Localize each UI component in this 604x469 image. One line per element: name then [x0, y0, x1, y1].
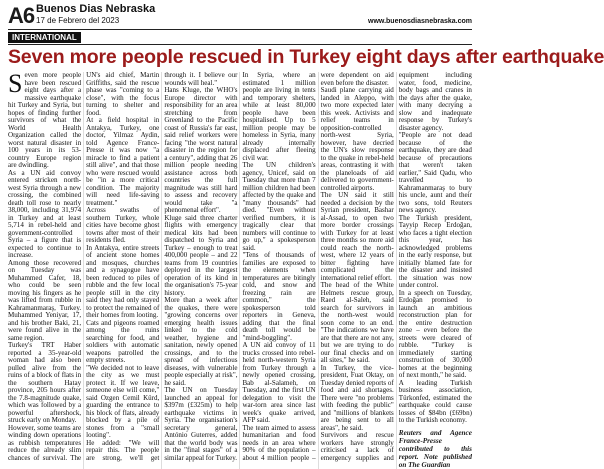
article-credit: Reuters and Agence France-Presse contributed to this report. Note published on The Guardian — [398, 428, 472, 469]
article-paragraph: In Syria, where an estimated 1 million people are living in tents and temporary shelters, while at least 80,000 people have been hospitalised. Up to 5 million people may be homeless in Syria, many already internally displaced after fleeing civil war. — [242, 71, 316, 162]
page-number: A6 — [8, 3, 35, 28]
article-paragraph: "Tens of thousands of families are exposed to the elements when temperatures are bitingly cold, and snow and freezing rain are common," the spokesperson told reporters in Geneva, adding that the final death toll would be "mind-boggling". — [242, 251, 316, 342]
article-body — [8, 69, 472, 469]
drop-cap: S — [8, 69, 23, 98]
article-headline: Seven more people rescued in Turkey eight days after earthquake — [8, 46, 604, 68]
article-paragraph: The UN on Tuesday launched an appeal for $397m (£325m) to help earthquake victims in Syria. The organisation's secretary general, António Guterres, added that the world body was in the "final stages" of a similar appeal for Turkey. — [164, 386, 238, 462]
section-rule — [8, 44, 472, 45]
article-paragraph: The UN said it still needed a decision by the Syrian president, Bashar al-Assad, to open two more border crossings with Turkey for at least three months so more aid could reach the north-west, where 12 years of bitter fighting have complicated the international relief effort. — [320, 191, 394, 282]
publication-name: Buenos Dias Nebraska — [36, 3, 156, 15]
article-paragraph: Seven more people have been rescued eight days after a massive earthquake hit Turkey and Syria, but hopes of finding further survivors of what the World Health Organization called the worst natural disaster in 100 years in its 53-country Europe region are dwindling. — [8, 69, 82, 169]
article-paragraph: "We decided not to leave the city as we must protect it. If we leave, someone else will come," said Ozgen Cemil Kürd, guarding the entrance to his block of flats, already blocked by a pile of stones from a "small looting". — [86, 363, 160, 439]
article-paragraph: More than a week after the quakes, there were "growing concerns over emerging health issues linked to the cold weather, hygiene and sanitation, newly opened crossings, and to the spread of infectious diseases, with vulnerable people especially at risk", he said. — [164, 296, 238, 387]
article-paragraph: Cats and pigeons roamed among the ruins searching for food, and soldiers with automatic weapons patrolled the empty streets. — [86, 318, 160, 364]
article-paragraph: The team aimed to assess humanitarian and food needs in an area where 90% of the population – about 4 million people – were dependent on aid even before the disaster. — [242, 71, 394, 462]
website-url: www.buenosdiasnebraska.com — [368, 18, 472, 25]
article-paragraph: Survivors and rescue workers have strongly criticised a lack of emergency supplies and equipment including water, food, medicine, body bags and cranes in the days after the quake, with many decrying a slow and inadequate response by Turkey's disaster agency. — [320, 71, 472, 462]
article-paragraph: In a speech on Tuesday, Erdoğan promised to launch an ambitious reconstruction plan for the entire destruction zone – even before the streets were cleared of rubble. "Turkey is immediately starting construction of 30,000 homes at the beginning of next month," he said. — [398, 288, 472, 379]
article-paragraph: However, some teams are winding down operations as rubbish temperatures reduce the already slim chances of survival. The UN's aid chief, Martin Griffiths, said the rescue phase was "coming to a close", with the focus turning to shelter and food. — [8, 71, 160, 462]
section-label: INTERNATIONAL — [8, 32, 81, 43]
article-paragraph: In Turkey, the vice-president, Fuat Oktay, on Tuesday denied reports of food and aid shortages. There were "no problems with feeding the public" and "millions of blankets are being sent to all areas", he said. — [320, 363, 394, 432]
article-paragraph: "People are not dead because of the earthquake, they are dead because of precautions that weren't taken earlier," Said Qadu, who travelled to Kahramanmaraş to bury his uncle, aunt and their two sons, told Reuters news agency. — [398, 131, 472, 214]
article-paragraph: The Turkish president, Tayyip Recep Erdoğan, who faces a tight election this year, has acknowledged problems in the early response, but initially blamed fate for the disaster and insisted the situation was now under control. — [398, 213, 472, 289]
article-paragraph: Kluge said three charter flights with emergency medical kits had been dispatched to Syria and Turkey – enough to treat 400,000 people – and 22 teams from 19 countries deployed in the largest operation of its kind in the organisation's 75-year history. — [164, 213, 238, 297]
article-paragraph: A UN aid convoy of 11 trucks crossed into rebel-held north-western Syria from Turkey through a newly opened crossing, Bab al-Salameh, on Tuesday, and the first UN delegation to visit the war-torn area since last week's quake arrived, AFP said. — [242, 341, 316, 424]
article-paragraph: Saudi plane carrying aid landed in Aleppo, with two more expected later this week. Activists and relief teams in opposition-controlled north-west Syria, however, have decried the UN's slow response to the quake in rebel-held areas, contrasting it with the planeloads of aid delivered to government-controlled airports. — [320, 86, 394, 192]
issue-date: 17 de Febrero del 2023 — [36, 16, 120, 25]
article-paragraph: Hans Kluge, the WHO's Europe director with responsibility for an area stretching from Greenland to the Pacific coast of Russia's far east, said relief workers were facing "the worst natural disaster in the region for a century", adding that 26 million people needing assistance across both countries the full magnitude was still hard to assess and recovery would take "a phenomenal effort". — [164, 86, 238, 214]
article-paragraph: He added: "We will repair this. The people are strong, we'll get through it. I believe our wounds will heal." — [86, 71, 238, 462]
header-rule — [8, 29, 472, 30]
article-paragraph: Turkey's TRT Haber reported a 35-year-old woman had also been pulled alive from the ruins of a block of flats in the southern Hatay province, 205 hours after the 7.8-magnitude quake, which was followed by a powerful aftershock, struck early on Monday. — [8, 341, 82, 424]
article-paragraph: At a field hospital in Antakya, Turkey, one doctor, Yilmaz Aydin, told Agence France-Presse it was now "a miracle to find a patient still alive", and that those who were rescued would be "in a more critical condition. The majority will need life-saving treatment." — [86, 116, 160, 207]
article-paragraph: The head of the White Helmets rescue group, Raed al-Saleh, said search for survivors in the north-west would soon come to an end. "The indications we have are that there are not any, but we are trying to do our final checks and on all sites," he said. — [320, 281, 394, 364]
article-paragraph: The UN children's agency, Unicef, said on Tuesday that more than 7 million children had been affected by the quake and "many thousands" had died. "Even without verified numbers, it is tragically clear that numbers will continue to go up," a spokesperson said. — [242, 161, 316, 252]
article-paragraph: As a UN aid convoy entered stricken north-west Syria through a new crossing, the combined death toll rose to nearly 38,000, including 31,974 in Turkey and at least 5,714 in rebel-held and government-controlled Syria – a figure that is expected to continue to increase. — [8, 168, 82, 259]
article-paragraph: In Antakya, entire streets of ancient stone homes and mosques, churches and a synagogue have been reduced to piles of rubble and the few local people still in the city said they had only stayed to protect the remained of their homes from looting. — [86, 243, 160, 319]
article-paragraph: Among those recovered on Tuesday was Muhammed Cafer, 18, who could be seen moving his fingers as he was lifted from rubble in Kahramanmaraş, Turkey. Muhammed Yeniyar, 17, and his brother Baki, 21, were found alive in the same region. — [8, 258, 82, 342]
article-paragraph: Across swaths of southern Turkey, whole cities have become ghost towns after most of their residents fled. — [86, 206, 160, 244]
article-paragraph: A leading Turkish business association, Türkonfed, estimated the earthquake could cause losses of $84bn (£69bn) to the Turkish economy. — [398, 378, 472, 424]
